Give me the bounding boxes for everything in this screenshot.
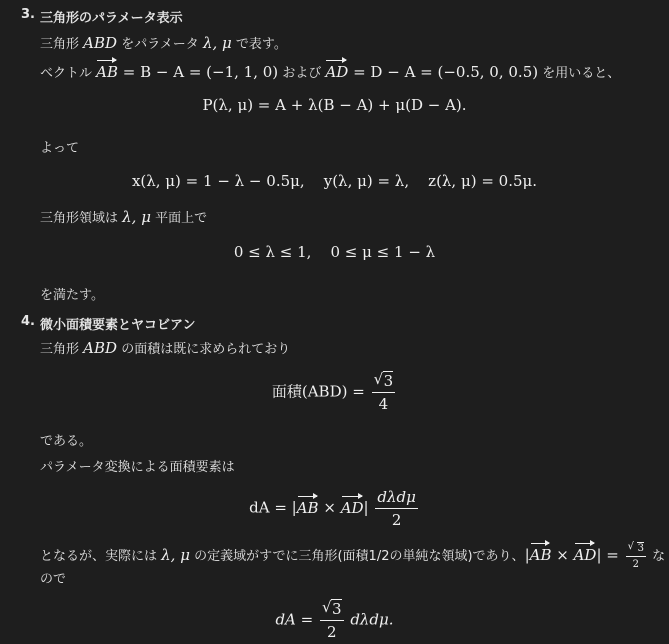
params-symbol: λ, μ	[122, 208, 151, 226]
text: の面積は既に求められており	[121, 342, 291, 357]
section-3-heading: 三角形のパラメータ表示	[40, 11, 183, 26]
triangle-symbol: ABD	[83, 34, 118, 52]
final-rhs: dλdμ.	[350, 610, 394, 629]
vector-ab: AB	[296, 498, 319, 517]
text: および	[282, 66, 322, 81]
inequalities	[0, 243, 669, 261]
equation-y: y(λ, μ) = λ,	[323, 172, 410, 190]
node-text: ので	[40, 572, 67, 587]
section-3-number: 3.	[21, 7, 35, 22]
section-4-line-1	[40, 338, 290, 357]
text: をパラメータ	[121, 37, 199, 52]
text: で表す。	[235, 37, 287, 52]
mitasu-text: を満たす。	[40, 288, 104, 303]
text: 平面上で	[155, 211, 208, 226]
text: 三角形	[40, 37, 80, 52]
dA-lhs: dA = |	[249, 498, 297, 517]
cross: ×	[551, 546, 574, 564]
sqrt3-over-4	[372, 372, 396, 413]
section-3-line-2	[40, 62, 620, 81]
text: な	[652, 549, 666, 564]
text: ベクトル	[40, 66, 93, 81]
section-4-number: 4.	[21, 314, 35, 329]
vector-ad: AD	[573, 546, 597, 564]
sqrt: √ 3	[373, 370, 394, 390]
final-equation	[0, 600, 669, 641]
section-4-heading: 微小面積要素とヤコビアン	[40, 318, 196, 333]
inequality-lambda: 0 ≤ λ ≤ 1,	[233, 243, 312, 261]
sqrt: √ 3	[321, 598, 342, 618]
text: 三角形	[40, 342, 80, 357]
dldm-over-2	[375, 488, 417, 529]
sqrt3-over-2	[320, 600, 344, 641]
equation-P: P(λ, μ) = A + λ(B − A) + μ(D − A).	[202, 96, 467, 114]
section-3-line-1	[40, 33, 287, 52]
vector-ab: AB	[96, 63, 119, 81]
final-lhs: dA =	[275, 610, 318, 629]
cross: ×	[318, 498, 341, 517]
dearu-text: である。	[40, 434, 93, 449]
denominator: 2	[326, 623, 337, 641]
numerator: dλdμ	[377, 488, 416, 506]
inequality-mu: 0 ≤ μ ≤ 1 − λ	[330, 243, 436, 261]
vector-ab: AB	[529, 546, 552, 564]
text: 三角形領域は	[40, 211, 119, 226]
text: の定義域がすでに三角形(面積1/2の単純な領域)であり、	[194, 549, 525, 564]
abs-bar: |	[363, 498, 369, 517]
vector-ad: AD	[325, 63, 349, 81]
denominator: 2	[391, 511, 402, 529]
definition-line	[40, 543, 665, 570]
denominator: 4	[378, 395, 389, 413]
eq-ad: = D − A = (−0.5, 0, 0.5)	[348, 63, 539, 81]
region-line	[40, 207, 207, 226]
eq-ab: = B − A = (−1, 1, 0)	[118, 63, 279, 81]
equation-xyz	[0, 172, 669, 190]
abs-bar: |	[524, 546, 530, 564]
equation-x: x(λ, μ) = 1 − λ − 0.5μ,	[131, 172, 305, 190]
text: を用いると、	[542, 66, 621, 81]
params-symbol: λ, μ	[202, 34, 232, 52]
vector-ad: AD	[340, 498, 364, 517]
text: となるが、実際には	[40, 549, 158, 564]
params-symbol: λ, μ	[161, 546, 190, 564]
param-text: パラメータ変換による面積要素は	[40, 460, 235, 475]
dA-equation	[0, 488, 669, 529]
area-lhs: 面積(ABD) =	[271, 382, 370, 401]
equation-z: z(λ, μ) = 0.5μ.	[428, 172, 538, 190]
yotte-text: よって	[40, 141, 80, 156]
sqrt3-over-2: √ 3 2	[627, 541, 644, 570]
triangle-symbol: ABD	[83, 339, 118, 357]
area-equation	[0, 372, 669, 413]
abs-eq: | =	[596, 546, 624, 564]
